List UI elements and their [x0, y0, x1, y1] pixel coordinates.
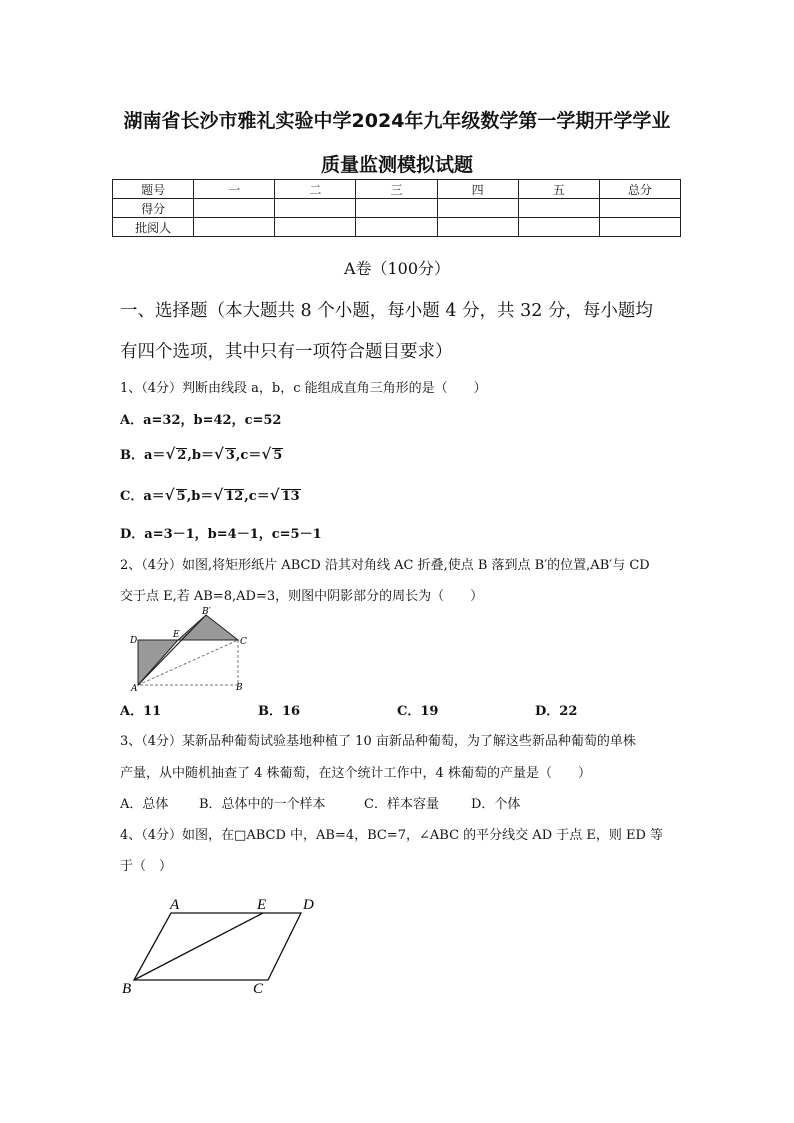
label-a: A [131, 684, 138, 692]
label-d: D [303, 897, 314, 913]
table-cell: 得分 [113, 199, 194, 218]
shaded-triangle-right [178, 615, 238, 640]
question-3-option-a: A．总体 [120, 797, 169, 812]
radical-sign: √ [213, 486, 224, 504]
var-c: ,c＝ [244, 489, 270, 504]
label-e: E [257, 897, 267, 913]
label-b-prime: B′ [202, 607, 211, 617]
label-e: E [173, 630, 180, 640]
label-b: B [122, 981, 132, 997]
question-2-line2: 交于点 E,若 AB=8,AD=3，则图中阴影部分的周长为（ ） [120, 589, 484, 604]
radical-sign: √ [269, 486, 280, 504]
section-heading-line1: 一、选择题（本大题共 8 个小题，每小题 4 分，共 32 分，每小题均 [120, 301, 653, 321]
radical-sign: √ [213, 445, 224, 463]
question-2-option-d: D．22 [535, 704, 578, 719]
question-4-line1: 4、（4分）如图，在□ABCD 中，AB=4，BC=7，∠ABC 的平分线交 AD 于点 E，则 ED 等 [120, 828, 664, 843]
table-cell: 二 [275, 180, 356, 199]
var-b: ,b＝ [186, 489, 214, 504]
table-cell [194, 199, 275, 218]
parallelogram-figure [118, 892, 328, 997]
var-c: ,c＝ [235, 448, 262, 463]
radicand: 13 [281, 489, 300, 504]
radical-sign: √ [164, 486, 175, 504]
table-cell [275, 218, 356, 237]
label-b: B [236, 683, 243, 692]
table-cell [356, 218, 437, 237]
var-a: a＝ [143, 489, 165, 504]
table-cell: 一 [194, 180, 275, 199]
question-1-stem: 1、（4分）判断由线段 a，b，c 能组成直角三角形的是（ ） [120, 381, 487, 396]
label-a: A [170, 897, 180, 913]
table-cell [275, 199, 356, 218]
question-1-option-c [120, 485, 301, 504]
label-c: C [253, 981, 264, 997]
table-cell [437, 218, 518, 237]
table-cell: 批阅人 [113, 218, 194, 237]
fold-figure [126, 604, 256, 692]
exam-title-line1: 湖南省长沙市雅礼实验中学2024年九年级数学第一学期开学学业 [123, 110, 671, 132]
radicand: 3 [225, 448, 235, 463]
table-cell [194, 218, 275, 237]
question-1-option-a: A．a=32，b=42，c=52 [120, 413, 282, 428]
table-cell [518, 199, 599, 218]
table-cell [518, 218, 599, 237]
table-cell: 题号 [113, 180, 194, 199]
question-3-line1: 3、（4分）某新品种葡萄试验基地种植了 10 亩新品种葡萄，为了解这些新品种葡萄的单株 [120, 734, 636, 749]
table-row [113, 218, 681, 237]
table-row [113, 180, 681, 199]
question-2-option-c: C．19 [397, 704, 439, 719]
question-2-line1: 2、（4分）如图,将矩形纸片 ABCD 沿其对角线 AC 折叠,使点 B 落到点 B′的位置,AB′与 CD [120, 558, 650, 573]
table-row [113, 199, 681, 218]
var-a: a＝ [144, 448, 166, 463]
question-2-option-b: B．16 [258, 704, 301, 719]
radicand: 12 [225, 489, 244, 504]
var-b: ,b＝ [187, 448, 214, 463]
table-cell: 四 [437, 180, 518, 199]
volume-heading: A卷（100分） [343, 259, 451, 278]
label-c: C [240, 637, 247, 647]
table-cell [599, 199, 680, 218]
question-3-option-d: D．个体 [471, 797, 521, 812]
label-d: D [130, 636, 138, 646]
table-cell: 总分 [599, 180, 680, 199]
question-1-option-d: D．a=3－1，b=4－1，c=5－1 [120, 527, 322, 542]
table-cell: 五 [518, 180, 599, 199]
option-label: B． [120, 448, 144, 463]
question-3-option-c: C．样本容量 [364, 797, 439, 812]
question-1-option-b [120, 444, 283, 463]
question-2-option-a: A．11 [120, 704, 162, 719]
parallelogram-abcd [134, 913, 301, 980]
option-label: C． [120, 489, 144, 504]
question-3-line2: 产量，从中随机抽查了 4 株葡萄，在这个统计工作中，4 株葡萄的产量是（ ） [120, 766, 591, 781]
bisector-be [134, 913, 263, 980]
table-cell [356, 199, 437, 218]
radical-sign: √ [165, 445, 176, 463]
section-heading-line2: 有四个选项，其中只有一项符合题目要求） [120, 342, 453, 362]
table-cell [437, 199, 518, 218]
radicand: 5 [273, 448, 283, 463]
question-4-line2: 于（ ） [120, 859, 173, 874]
radical-sign: √ [261, 445, 272, 463]
score-table [112, 179, 681, 237]
table-cell [599, 218, 680, 237]
radicand: 2 [177, 448, 187, 463]
table-cell: 三 [356, 180, 437, 199]
exam-title-line2: 质量监测模拟试题 [320, 154, 473, 176]
radicand: 5 [176, 489, 186, 504]
question-3-option-b: B．总体中的一个样本 [199, 797, 326, 812]
